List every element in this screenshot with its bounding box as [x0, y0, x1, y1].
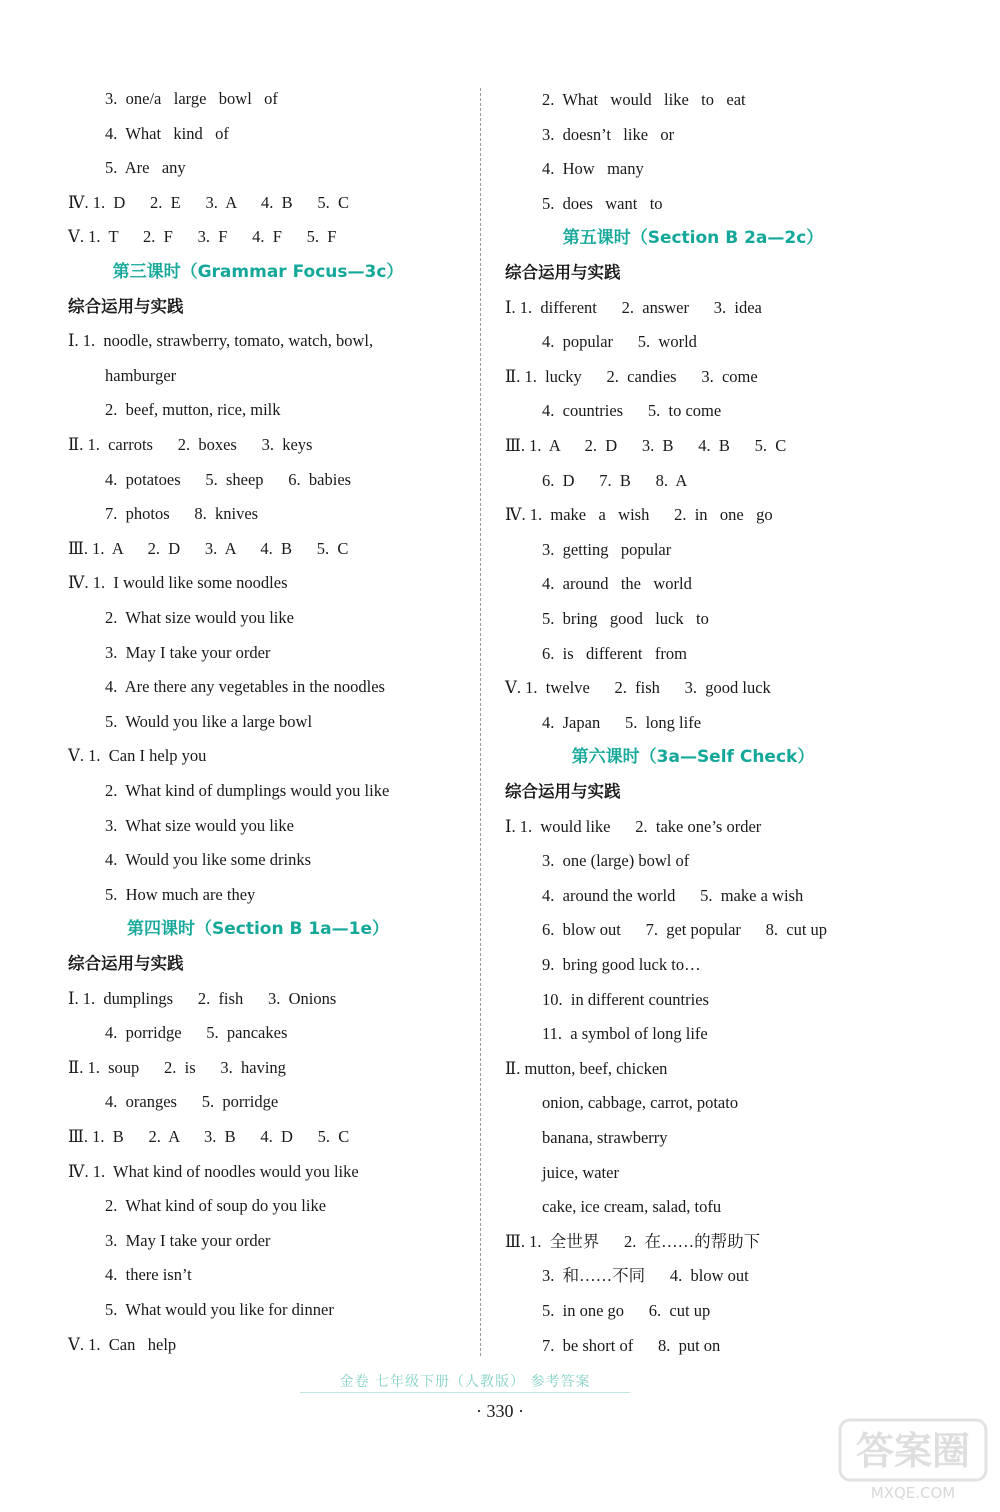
answer-line: 4. there isn’t	[105, 1265, 192, 1285]
answer-line: 5. What would you like for dinner	[105, 1300, 334, 1319]
section-heading: 第三课时（Grammar Focus—3c）	[112, 262, 404, 282]
answer-line: Ⅴ. 1. twelve 2. fish 3. good luck	[505, 678, 771, 698]
section-heading: 第五课时（Section B 2a—2c）	[562, 228, 824, 249]
answer-line: 4. Japan 5. long life	[542, 712, 702, 732]
answer-line: 5. Would you like a large bowl	[105, 711, 313, 731]
answer-line: Ⅱ. mutton, beef, chicken	[505, 1058, 668, 1078]
answer-line: 4. countries 5. to come	[542, 401, 722, 421]
section-heading: 第六课时（3a—Self Check）	[571, 747, 815, 768]
watermark-logo	[838, 1418, 988, 1504]
footer-banner: 金卷 七年级下册（人教版） 参考答案	[300, 1372, 630, 1393]
answer-line: 5. does want to	[542, 193, 663, 213]
answer-line: hamburger	[105, 365, 177, 385]
answer-line: 3. 和……不同 4. blow out	[542, 1266, 749, 1286]
answer-line: Ⅲ. 1. A 2. D 3. B 4. B 5. C	[505, 436, 787, 455]
answer-line: Ⅳ. 1. What kind of noodles would you like	[68, 1161, 359, 1181]
answer-line: onion, cabbage, carrot, potato	[542, 1093, 739, 1113]
answer-line: 6. is different from	[542, 643, 687, 663]
svg-text:答案圈: 答案圈	[855, 1429, 971, 1473]
answer-line: 5. in one go 6. cut up	[542, 1301, 711, 1320]
answer-line: 9. bring good luck to…	[542, 955, 701, 974]
answer-line: 4. around the world	[542, 574, 692, 594]
section-heading: 第四课时（Section B 1a—1e）	[126, 919, 390, 940]
answer-line: Ⅲ. 1. B 2. A 3. B 4. D 5. C	[68, 1127, 350, 1146]
answer-line: 2. beef, mutton, rice, milk	[105, 400, 281, 420]
answer-line: 7. photos 8. knives	[105, 504, 259, 524]
answer-line: 10. in different countries	[542, 989, 709, 1009]
answer-line: Ⅰ. 1. noodle, strawberry, tomato, watch, bowl,	[68, 331, 374, 351]
answer-line: Ⅴ. 1. Can I help you	[68, 746, 207, 766]
answer-line: 5. bring good luck to	[542, 609, 709, 628]
subheading: 综合运用与实践	[68, 954, 184, 973]
answer-line: Ⅳ. 1. I would like some noodles	[68, 573, 288, 593]
answer-line: 3. May I take your order	[105, 1230, 271, 1250]
answer-line: 3. What size would you like	[105, 815, 294, 835]
answer-line: 2. What kind of soup do you like	[105, 1196, 327, 1216]
answer-line: Ⅴ. 1. Can help	[68, 1334, 177, 1354]
answer-line: 6. D 7. B 8. A	[542, 470, 688, 490]
answer-line: 4. Would you like some drinks	[105, 850, 311, 870]
answer-line: 3. doesn’t like or	[542, 124, 675, 144]
answer-line: 4. What kind of	[105, 123, 229, 143]
answer-line: 11. a symbol of long life	[542, 1024, 708, 1044]
answer-line: 4. popular 5. world	[542, 332, 697, 352]
answer-line: 2. What would like to eat	[542, 90, 746, 109]
subheading: 综合运用与实践	[505, 782, 621, 801]
answer-line: banana, strawberry	[542, 1128, 668, 1147]
answer-line: 4. How many	[542, 159, 644, 179]
column-divider	[480, 88, 481, 1356]
answer-line: Ⅰ. 1. different 2. answer 3. idea	[505, 297, 762, 317]
answer-line: Ⅲ. 1. 全世界 2. 在……的帮助下	[505, 1231, 761, 1251]
answer-line: 3. one (large) bowl of	[542, 851, 690, 871]
answer-line: Ⅱ. 1. lucky 2. candies 3. come	[505, 366, 758, 386]
answer-line: Ⅱ. 1. soup 2. is 3. having	[68, 1057, 286, 1077]
answer-line: Ⅲ. 1. A 2. D 3. A 4. B 5. C	[68, 538, 349, 558]
answer-line: 2. What size would you like	[105, 608, 294, 627]
answer-line: 4. porridge 5. pancakes	[105, 1023, 288, 1043]
answer-line: Ⅴ. 1. T 2. F 3. F 4. F 5. F	[68, 227, 337, 247]
answer-line: 4. potatoes 5. sheep 6. babies	[105, 469, 352, 489]
answer-line: 5. How much are they	[105, 884, 256, 904]
answer-line: 6. blow out 7. get popular 8. cut up	[542, 920, 828, 940]
answer-line: Ⅳ. 1. D 2. E 3. A 4. B 5. C	[68, 192, 349, 212]
answer-line: 3. one/a large bowl of	[105, 89, 278, 108]
svg-text:MXQE.COM: MXQE.COM	[870, 1484, 956, 1502]
answer-line: 3. getting popular	[542, 539, 672, 559]
answer-line: cake, ice cream, salad, tofu	[542, 1197, 722, 1217]
answer-line: Ⅱ. 1. carrots 2. boxes 3. keys	[68, 435, 313, 454]
answer-line: 4. oranges 5. porridge	[105, 1092, 279, 1112]
answer-line: 2. What kind of dumplings would you like	[105, 781, 390, 800]
answer-line: Ⅳ. 1. make a wish 2. in one go	[505, 505, 773, 525]
answer-line: 3. May I take your order	[105, 642, 271, 662]
answer-line: 4. Are there any vegetables in the noodles	[105, 677, 385, 697]
answer-line: Ⅰ. 1. dumplings 2. fish 3. Onions	[68, 988, 337, 1008]
subheading: 综合运用与实践	[505, 263, 621, 282]
answer-line: 5. Are any	[105, 158, 186, 178]
answer-line: juice, water	[542, 1162, 619, 1182]
subheading: 综合运用与实践	[68, 296, 184, 316]
answer-line: 7. be short of 8. put on	[542, 1335, 721, 1355]
answer-line: 4. around the world 5. make a wish	[542, 885, 804, 905]
page-number: · 330 ·	[476, 1401, 524, 1421]
answer-line: Ⅰ. 1. would like 2. take one’s order	[505, 816, 762, 836]
